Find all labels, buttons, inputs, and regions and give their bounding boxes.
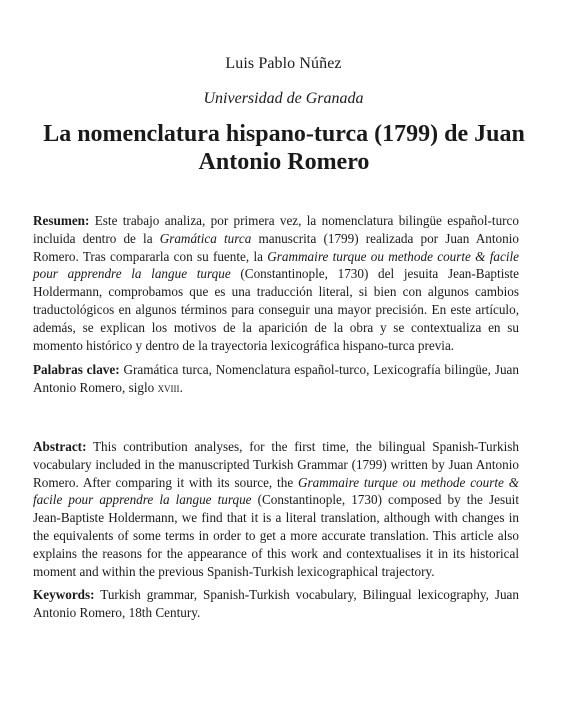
palabras-clave-paragraph xyxy=(33,361,519,397)
palabras-clave-text: Gramática turca, Nomenclatura español-turco, Lexicografía bilingüe, Juan Antonio Romero, siglo xyxy=(33,362,519,395)
keywords-section xyxy=(33,586,519,622)
keywords-label: Keywords: xyxy=(33,587,95,602)
resumen-text-1: Este trabajo analiza, por primera vez, la nomenclatura bilingüe español-turco incluida dentro de la xyxy=(33,213,519,246)
palabras-clave-section xyxy=(33,361,519,397)
abstract-text-2: (Constantinople, 1730) composed by the Jesuit Jean-Baptiste Holdermann, we find that it is a literal translation, although with changes in the equivalents of some terms in order to get a more accurate translation. This article also explains the reasons for the appearance of this work and contextualises it in its historical moment and within the previous Spanish-Turkish lexicographical trajectory. xyxy=(33,492,519,579)
abstract-section xyxy=(33,438,519,580)
keywords-text: Turkish grammar, Spanish-Turkish vocabulary, Bilingual lexicography, Juan Antonio Romero, 18th Century. xyxy=(33,587,519,620)
paper-title: La nomenclatura hispano-turca (1799) de Juan Antonio Romero xyxy=(43,121,525,175)
resumen-label: Resumen: xyxy=(33,213,90,228)
resumen-italic-1: Gramática turca xyxy=(159,230,252,246)
resumen-text-3: (Constantinople, 1730) del jesuita Jean-Baptiste Holdermann, comprobamos que es una traducción literal, si bien con algunos cambios traductológicos en algunos términos para conseguir una mayor precisión. En este artículo, además, se explican los motivos de la aparición de la obra y se contextualiza en su momento histórico y dentro de la trayectoria lexicográfica hispano-turca previa. xyxy=(33,266,520,353)
palabras-clave-end: . xyxy=(179,379,183,395)
resumen-text-2: manuscrita (1799) realizada por Juan Antonio Romero. Tras compararla con su fuente, la xyxy=(33,230,519,264)
resumen-section xyxy=(33,212,519,354)
resumen-paragraph xyxy=(33,212,519,354)
abstract-label: Abstract: xyxy=(33,439,87,454)
palabras-clave-century: xviii xyxy=(157,379,180,395)
abstract-text-1: This contribution analyses, for the first time, the bilingual Spanish-Turkish vocabulary included in the manuscripted Turkish Grammar (1799) written by Juan Antonio Romero. After comparing it with its source, the xyxy=(33,439,519,490)
abstract-paragraph xyxy=(33,438,519,580)
resumen-italic-2: Grammaire turque ou methode courte & facile pour apprendre la langue turque xyxy=(33,248,519,282)
palabras-clave-label: Palabras clave: xyxy=(33,362,120,377)
keywords-paragraph xyxy=(33,586,519,622)
author-name: Luis Pablo Núñez xyxy=(225,55,342,72)
author-affiliation: Universidad de Granada xyxy=(203,90,364,107)
abstract-italic-1: Grammaire turque ou methode courte & facile pour apprendre la langue turque xyxy=(33,474,519,508)
